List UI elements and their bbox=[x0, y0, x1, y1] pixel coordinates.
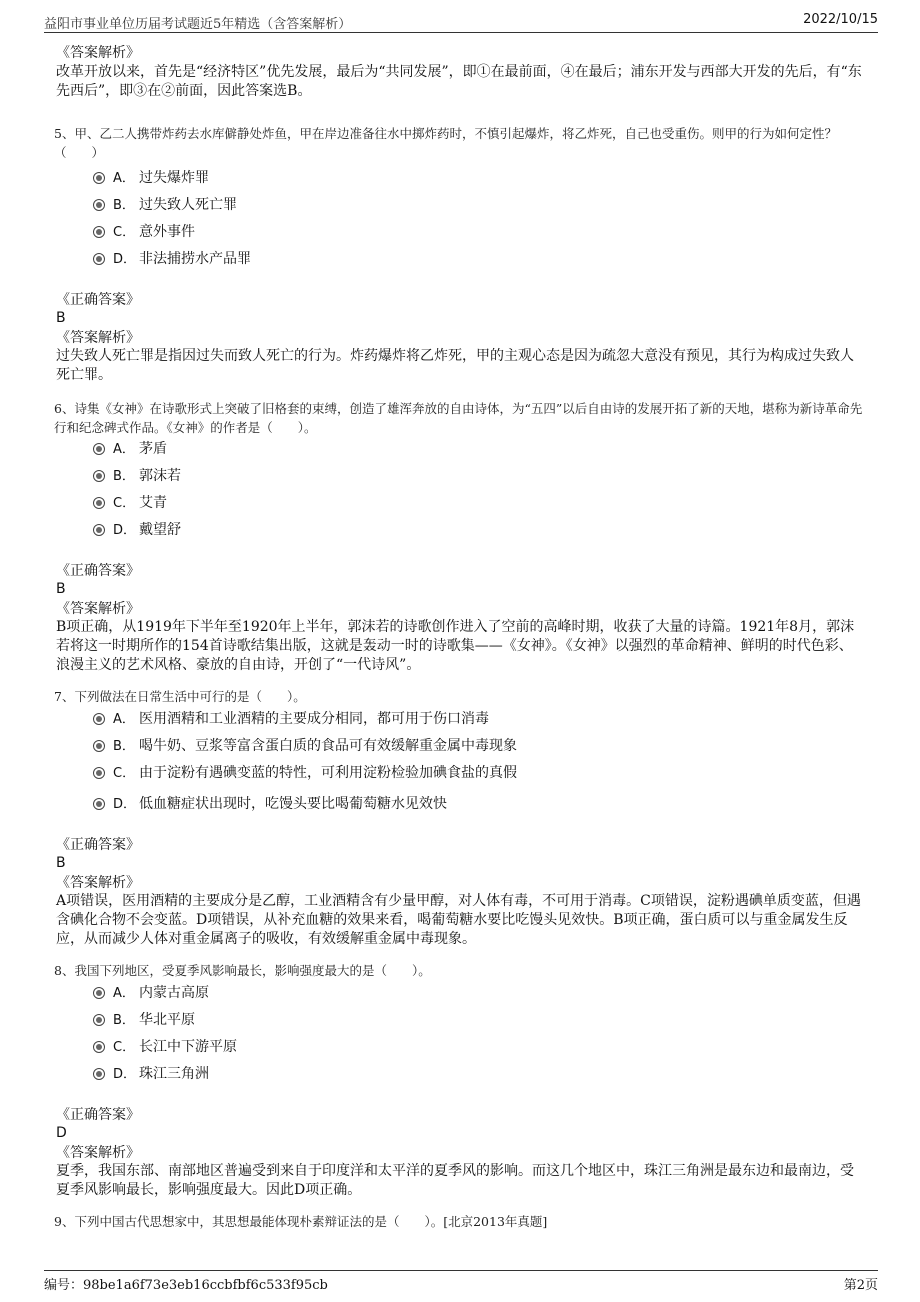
correct-answer-label: 《正确答案》 bbox=[56, 563, 140, 579]
option-a[interactable]: A． 茅盾 bbox=[93, 439, 167, 460]
radio-icon bbox=[93, 226, 105, 238]
explanation-text: 改革开放以来，首先是“经济特区”优先发展，最后为“共同发展”，即①在最前面，④在最后；浦东开发与西部大开发的先后，有“东先西后”，即③在②前面，因此答案选B。 bbox=[56, 64, 862, 99]
correct-answer: B bbox=[56, 581, 66, 597]
correct-answer-label: 《正确答案》 bbox=[56, 292, 140, 308]
explanation-text: B项正确，从1919年下半年至1920年上半年，郭沫若的诗歌创作进入了空前的高峰时期，收获了大量的诗篇。1921年8月，郭沫若将这一时期所作的154首诗歌结集出版，这就是轰动一时的诗歌集——《女神》。《女神》以强烈的革命精神、鲜明的时代色彩、浪漫主义的艺术风格、豪放的自由诗，开创了“一代诗风”。 bbox=[56, 619, 855, 673]
correct-answer-label: 《正确答案》 bbox=[56, 837, 140, 853]
option-c[interactable]: C． 意外事件 bbox=[93, 222, 195, 243]
explanation-label: 《答案解析》 bbox=[56, 875, 140, 891]
radio-icon bbox=[93, 740, 105, 752]
radio-icon bbox=[93, 1068, 105, 1080]
option-c[interactable]: C． 艾青 bbox=[93, 493, 167, 514]
correct-answer: D bbox=[56, 1125, 67, 1141]
option-a[interactable]: A． 医用酒精和工业酒精的主要成分相同，都可用于伤口消毒 bbox=[93, 709, 489, 730]
option-d[interactable]: D． 珠江三角洲 bbox=[93, 1064, 209, 1085]
explanation-text: 夏季，我国东部、南部地区普遍受到来自于印度洋和太平洋的夏季风的影响。而这几个地区中，珠江三角洲是最东边和最南边，受夏季风影响最长，影响强度最大。因此D项正确。 bbox=[56, 1163, 854, 1198]
radio-icon bbox=[93, 987, 105, 999]
page-header bbox=[44, 10, 878, 33]
document-title: 益阳市事业单位历届考试题近5年精选（含答案解析） bbox=[44, 17, 352, 32]
question-stem: 5、甲、乙二人携带炸药去水库僻静处炸鱼，甲在岸边准备往水中掷炸药时，不慎引起爆炸，将乙炸死，自己也受重伤。则甲的行为如何定性？（ ） bbox=[54, 126, 837, 160]
explanation-label: 《答案解析》 bbox=[56, 330, 140, 346]
question-stem: 8、我国下列地区，受夏季风影响最长，影响强度最大的是（ ）。 bbox=[54, 963, 431, 978]
radio-icon bbox=[93, 443, 105, 455]
option-b[interactable]: B． 郭沫若 bbox=[93, 466, 181, 487]
option-b[interactable]: B． 喝牛奶、豆浆等富含蛋白质的食品可有效缓解重金属中毒现象 bbox=[93, 736, 517, 757]
radio-icon bbox=[93, 199, 105, 211]
correct-answer-label: 《正确答案》 bbox=[56, 1107, 140, 1123]
radio-icon bbox=[93, 1041, 105, 1053]
document-code: 编号：98be1a6f73e3eb16ccbfbf6c533f95cb bbox=[44, 1278, 328, 1293]
option-b[interactable]: B． 过失致人死亡罪 bbox=[93, 195, 237, 216]
option-d[interactable]: D． 低血糖症状出现时，吃馒头要比喝葡萄糖水见效快 bbox=[93, 794, 447, 815]
radio-icon bbox=[93, 497, 105, 509]
explanation-text: A项错误，医用酒精的主要成分是乙醇，工业酒精含有少量甲醇，对人体有毒，不可用于消毒。C项错误，淀粉遇碘单质变蓝，但遇含碘化合物不会变蓝。D项错误，从补充血糖的效果来看，喝葡萄糖水要比吃馒头见效快。B项正确，蛋白质可以与重金属发生反应，从而减少人体对重金属离子的吸收，有效缓解重金属中毒现象。 bbox=[56, 893, 861, 947]
explanation-label: 《答案解析》 bbox=[56, 45, 140, 61]
radio-icon bbox=[93, 470, 105, 482]
question-stem: 6、诗集《女神》在诗歌形式上突破了旧格套的束缚，创造了雄浑奔放的自由诗体，为“五四”以后自由诗的发展开拓了新的天地，堪称为新诗革命先行和纪念碑式作品。《女神》的作者是（ ）。 bbox=[54, 401, 863, 435]
option-c[interactable]: C． 长江中下游平原 bbox=[93, 1037, 237, 1058]
radio-icon bbox=[93, 524, 105, 536]
radio-icon bbox=[93, 713, 105, 725]
radio-icon bbox=[93, 767, 105, 779]
option-a[interactable]: A． 过失爆炸罪 bbox=[93, 168, 209, 189]
option-b[interactable]: B． 华北平原 bbox=[93, 1010, 195, 1031]
radio-icon bbox=[93, 253, 105, 265]
page-footer bbox=[44, 1270, 878, 1291]
explanation-text: 过失致人死亡罪是指因过失而致人死亡的行为。炸药爆炸将乙炸死，甲的主观心态是因为疏忽大意没有预见，其行为构成过失致人死亡罪。 bbox=[56, 348, 854, 383]
option-a[interactable]: A． 内蒙古高原 bbox=[93, 983, 209, 1004]
correct-answer: B bbox=[56, 310, 66, 326]
question-stem: 7、下列做法在日常生活中可行的是（ ）。 bbox=[54, 689, 306, 704]
page-number: 第2页 bbox=[843, 1278, 878, 1293]
correct-answer: B bbox=[56, 855, 66, 871]
document-date: 2022/10/15 bbox=[803, 12, 878, 27]
option-d[interactable]: D． 戴望舒 bbox=[93, 520, 181, 541]
explanation-label: 《答案解析》 bbox=[56, 601, 140, 617]
option-c[interactable]: C． 由于淀粉有遇碘变蓝的特性，可利用淀粉检验加碘食盐的真假 bbox=[93, 763, 517, 784]
radio-icon bbox=[93, 1014, 105, 1026]
explanation-label: 《答案解析》 bbox=[56, 1145, 140, 1161]
radio-icon bbox=[93, 172, 105, 184]
option-d[interactable]: D． 非法捕捞水产品罪 bbox=[93, 249, 251, 270]
radio-icon bbox=[93, 798, 105, 810]
question-stem: 9、下列中国古代思想家中，其思想最能体现朴素辩证法的是（ ）。[北京2013年真题] bbox=[54, 1214, 548, 1229]
